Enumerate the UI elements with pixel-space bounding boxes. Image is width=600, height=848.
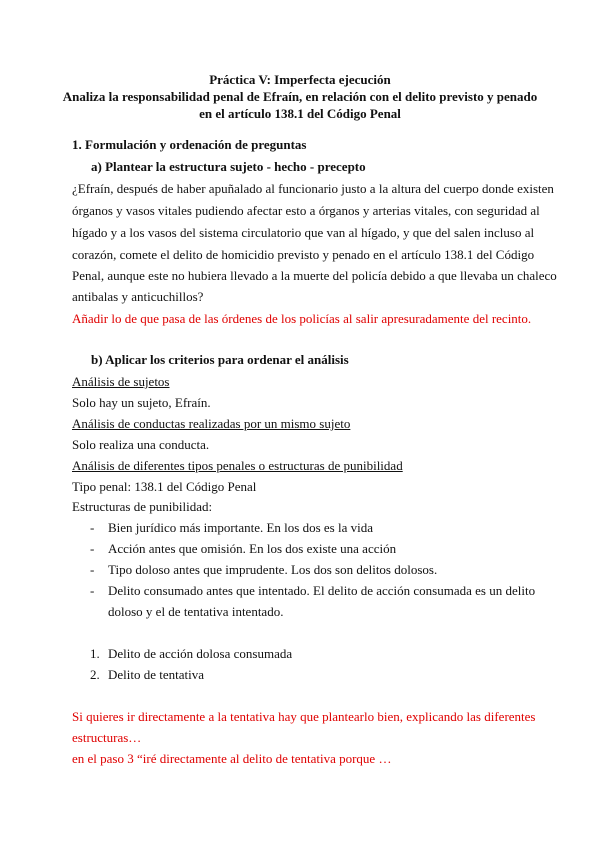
document-subtitle-line1: Analiza la responsabilidad penal de Efraín, en relación con el delito previsto y penado: [62, 89, 538, 104]
tipo-penal-text: Tipo penal: 138.1 del Código Penal: [72, 479, 257, 494]
closing-red-line3: en el paso 3 “iré directamente al delito de tentativa porque …: [72, 751, 392, 766]
types-label: Análisis de diferentes tipos penales o estructuras de punibilidad: [72, 458, 403, 473]
bullet-dash: -: [90, 583, 95, 598]
document-subtitle-line2: en el artículo 138.1 del Código Penal: [199, 106, 401, 121]
numbered-item-1-num: 1.: [90, 646, 100, 661]
red-note: Añadir lo de que pasa de las órdenes de los policías al salir apresuradamente del recinto.: [72, 311, 532, 326]
numbered-item-1-text: Delito de acción dolosa consumada: [108, 646, 293, 661]
closing-red-line1: Si quieres ir directamente a la tentativa hay que plantearlo bien, explicando las diferentes: [72, 709, 536, 724]
bullet-item-4-line1: Delito consumado antes que intentado. El delito de acción consumada es un delito: [108, 583, 536, 598]
bullet-item-4-line2: doloso y el de tentativa intentado.: [108, 604, 284, 619]
paragraph-line-5: Penal, aunque este no hubiera llevado a la muerte del policía debido a que llevaba un chaleco: [72, 268, 557, 283]
conducts-text: Solo realiza una conducta.: [72, 437, 210, 452]
numbered-item-2-num: 2.: [90, 667, 100, 682]
paragraph-line-4: corazón, comete el delito de homicidio previsto y penado en el artículo 138.1 del Código: [72, 247, 535, 262]
closing-red-line2: estructuras…: [72, 730, 142, 745]
section-1-heading: 1. Formulación y ordenación de preguntas: [72, 137, 307, 152]
document-title: Práctica V: Imperfecta ejecución: [209, 72, 391, 87]
paragraph-line-6: antibalas y anticuchillos?: [72, 289, 204, 304]
bullet-dash: -: [90, 562, 95, 577]
section-a-heading: a) Plantear la estructura sujeto - hecho - precepto: [91, 159, 366, 174]
bullet-item-1: Bien jurídico más importante. En los dos es la vida: [108, 520, 374, 535]
bullet-dash: -: [90, 520, 95, 535]
conducts-label: Análisis de conductas realizadas por un mismo sujeto: [72, 416, 351, 431]
bullet-item-3: Tipo doloso antes que imprudente. Los dos son delitos dolosos.: [108, 562, 438, 577]
estructuras-label: Estructuras de punibilidad:: [72, 499, 213, 514]
bullet-item-2: Acción antes que omisión. En los dos existe una acción: [108, 541, 397, 556]
section-b-heading: b) Aplicar los criterios para ordenar el análisis: [91, 352, 349, 367]
subjects-text: Solo hay un sujeto, Efraín.: [72, 395, 211, 410]
subjects-label: Análisis de sujetos: [72, 374, 170, 389]
bullet-dash: -: [90, 541, 95, 556]
paragraph-line-3: hígado y a los vasos del sistema circulatorio que van al hígado, y que del salen incluso al: [72, 225, 535, 240]
paragraph-line-2: órganos y vasos vitales pudiendo afectar esto a órganos y arterias vitales, con seguridad al: [72, 203, 540, 218]
numbered-item-2-text: Delito de tentativa: [108, 667, 205, 682]
paragraph-line-1: ¿Efraín, después de haber apuñalado al funcionario justo a la altura del cuerpo donde existen: [72, 181, 554, 196]
